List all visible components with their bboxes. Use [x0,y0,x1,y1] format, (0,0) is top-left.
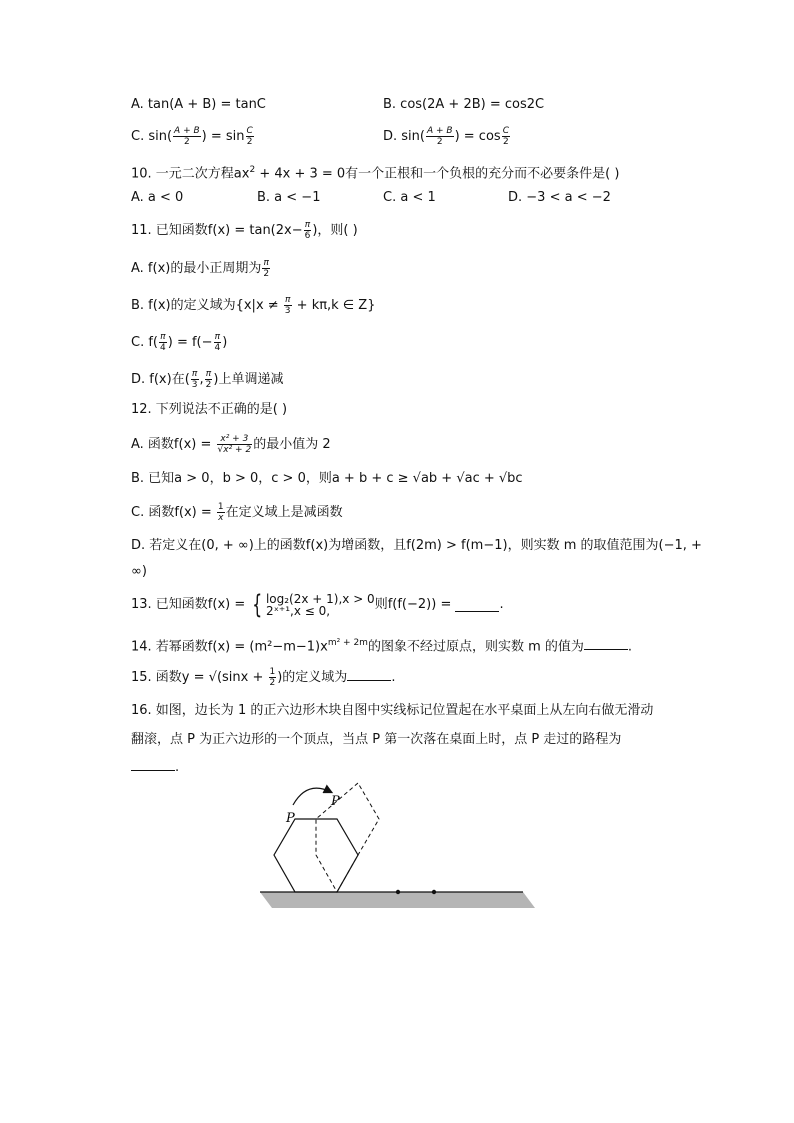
fraction-numerator: π [205,369,212,379]
fraction-numerator: A + B [426,126,453,136]
q12-option-c [131,502,343,523]
q11-c-text: C. f( [131,335,158,350]
fraction [217,502,225,523]
q13-stem [131,592,504,618]
q10-stem-b: + 4x + 3 = 0有一个正根和一个负根的充分而不必要条件是( ) [255,166,620,182]
q12-c-tail: 在定义域上是减函数 [225,505,343,520]
q9-option-b: B. cos(2A + 2B) = cos2C [383,97,545,112]
q16-period: . [175,760,180,775]
q11-a-text: A. f(x)的最小正周期为 [131,261,262,276]
fraction-denominator: √x² + 2 [217,445,252,455]
fraction-numerator: A + B [174,126,200,136]
q12-option-d-line1: D. 若定义在(0, + ∞)上的函数f(x)为增函数，且f(2m) > f(m−1)，则实数 m 的取值范围为(−1, + [131,538,702,553]
q10-stem [131,161,619,183]
q12-option-d-line2: ∞) [131,564,147,579]
q13-stem-b: 则f(f(−2)) = [374,597,456,612]
piecewise-cases [266,593,375,617]
q9-option-c [131,126,255,147]
q11-b-text: B. f(x)的定义域为{x|x ≠ [131,298,283,313]
q10-option-b: B. a < −1 [257,190,321,205]
fraction-numerator: π [160,332,166,342]
fraction [159,332,167,353]
fraction [426,126,454,147]
q12-a-text: A. 函数f(x) = [131,437,216,452]
q12-a-tail: 的最小值为 2 [253,437,331,452]
answer-blank[interactable] [347,668,391,681]
q11-d-text: D. f(x)在( [131,372,190,387]
fraction-numerator: C [502,126,509,136]
q11-d-tail: )上单调递减 [213,372,284,387]
q10-exponent: 2 [249,165,256,175]
q11-option-a [131,258,271,279]
fraction-denominator: 2 [246,137,253,147]
fraction [246,126,254,147]
q15-stem-b: )的定义域为 [277,670,348,685]
fraction-denominator: 2 [436,137,443,147]
fraction-denominator: 2 [205,380,212,390]
hexagon-figure [255,780,545,912]
fraction-numerator: π [304,220,311,230]
q11-c-tail: ) [222,335,228,350]
fraction-numerator: π [214,332,221,342]
q9-d-prefix: D. sin( [383,129,425,144]
fraction-denominator: x [218,513,224,523]
fraction-numerator: 1 [217,502,224,512]
q16-line1: 16. 如图，边长为 1 的正六边形木块自图中实线标记位置起在水平桌面上从左向右做无滑动 [131,703,654,718]
q15-period: . [391,670,396,685]
fraction-denominator: 2 [263,269,270,279]
q14-stem-b: 的图象不经过原点，则实数 m 的值为 [367,639,584,655]
q11-option-d [131,369,283,390]
q11-option-b [131,295,375,316]
fraction [284,295,292,316]
q14-period: . [627,639,633,655]
fraction-numerator: π [263,258,269,268]
fraction [173,126,201,147]
fraction-denominator: 2 [502,137,509,147]
q15-stem [131,667,395,688]
piecewise-case-1: log₂(2x + 1),x > 0 [265,592,375,606]
q9-option-d [383,126,511,147]
q14-stem [131,634,632,656]
fraction [217,434,253,455]
q13-period: . [499,597,504,612]
q10-option-d: D. −3 < a < −2 [508,190,611,205]
q16-line3 [131,758,179,777]
q13-stem-a: 13. 已知函数f(x) = [131,597,250,612]
fraction-denominator: 3 [191,380,198,390]
fraction-denominator: 2 [183,137,190,147]
label-p-solid: P [286,811,295,826]
answer-blank[interactable] [584,637,628,650]
q11-stem-a: 11. 已知函数f(x) = tan(2x− [131,223,303,238]
label-p-dashed: P [331,794,340,809]
fraction [502,126,510,147]
q9-d-mid: ) = cos [454,129,501,144]
fraction-denominator: 3 [284,306,291,316]
fraction-numerator: π [191,369,198,379]
fraction-denominator: 2 [269,678,276,688]
q9-option-a: A. tan(A + B) = tanC [131,97,266,112]
fraction-denominator: 6 [304,231,311,241]
q11-d-sep: , [199,372,204,387]
fraction-denominator: 4 [160,343,166,353]
q9-c-prefix: C. sin( [131,129,173,144]
fraction-numerator: C [246,126,253,136]
fraction-numerator: π [284,295,291,305]
q11-stem [131,220,358,241]
table-dot [396,890,400,894]
q12-stem: 12. 下列说法不正确的是( ) [131,402,288,417]
fraction [205,369,213,390]
q11-option-c [131,332,227,353]
piecewise-case-2: 2ˣ⁺¹,x ≤ 0, [265,604,331,618]
q11-b-tail: + kπ,k ∈ Z} [292,298,376,313]
table-dot [432,890,436,894]
q16-line2: 翻滚，点 P 为正六边形的一个顶点，当点 P 第一次落在桌面上时，点 P 走过的路程为 [131,732,622,747]
q12-option-b: B. 已知a > 0，b > 0，c > 0，则a + b + c ≥ √ab + √ac + √bc [131,471,523,486]
q12-c-text: C. 函数f(x) = [131,505,216,520]
fraction-denominator: 4 [214,343,221,353]
q11-c-mid: ) = f(− [167,335,213,350]
q12-option-a [131,434,331,455]
fraction [191,369,199,390]
q10-stem-a: 10. 一元二次方程ax [131,166,250,182]
answer-blank[interactable] [455,599,499,612]
fraction [214,332,222,353]
rotation-arrow [293,788,331,805]
fraction-numerator: x² + 3 [217,434,253,445]
fraction-numerator: 1 [269,667,276,677]
fraction [304,220,312,241]
q10-option-a: A. a < 0 [131,190,184,205]
q9-c-mid: ) = sin [201,129,245,144]
q14-exponent: m² + 2m [327,638,368,648]
piecewise-brace: { [252,590,263,620]
fraction [269,667,277,688]
answer-blank[interactable] [131,758,175,771]
q15-stem-a: 15. 函数y = √(sinx + [131,670,268,685]
q10-option-c: C. a < 1 [383,190,436,205]
q14-stem-a: 14. 若幂函数f(x) = (m²−m−1)x [131,639,328,655]
table-surface [260,892,535,908]
q11-stem-b: )，则( ) [312,223,358,238]
fraction [262,258,270,279]
